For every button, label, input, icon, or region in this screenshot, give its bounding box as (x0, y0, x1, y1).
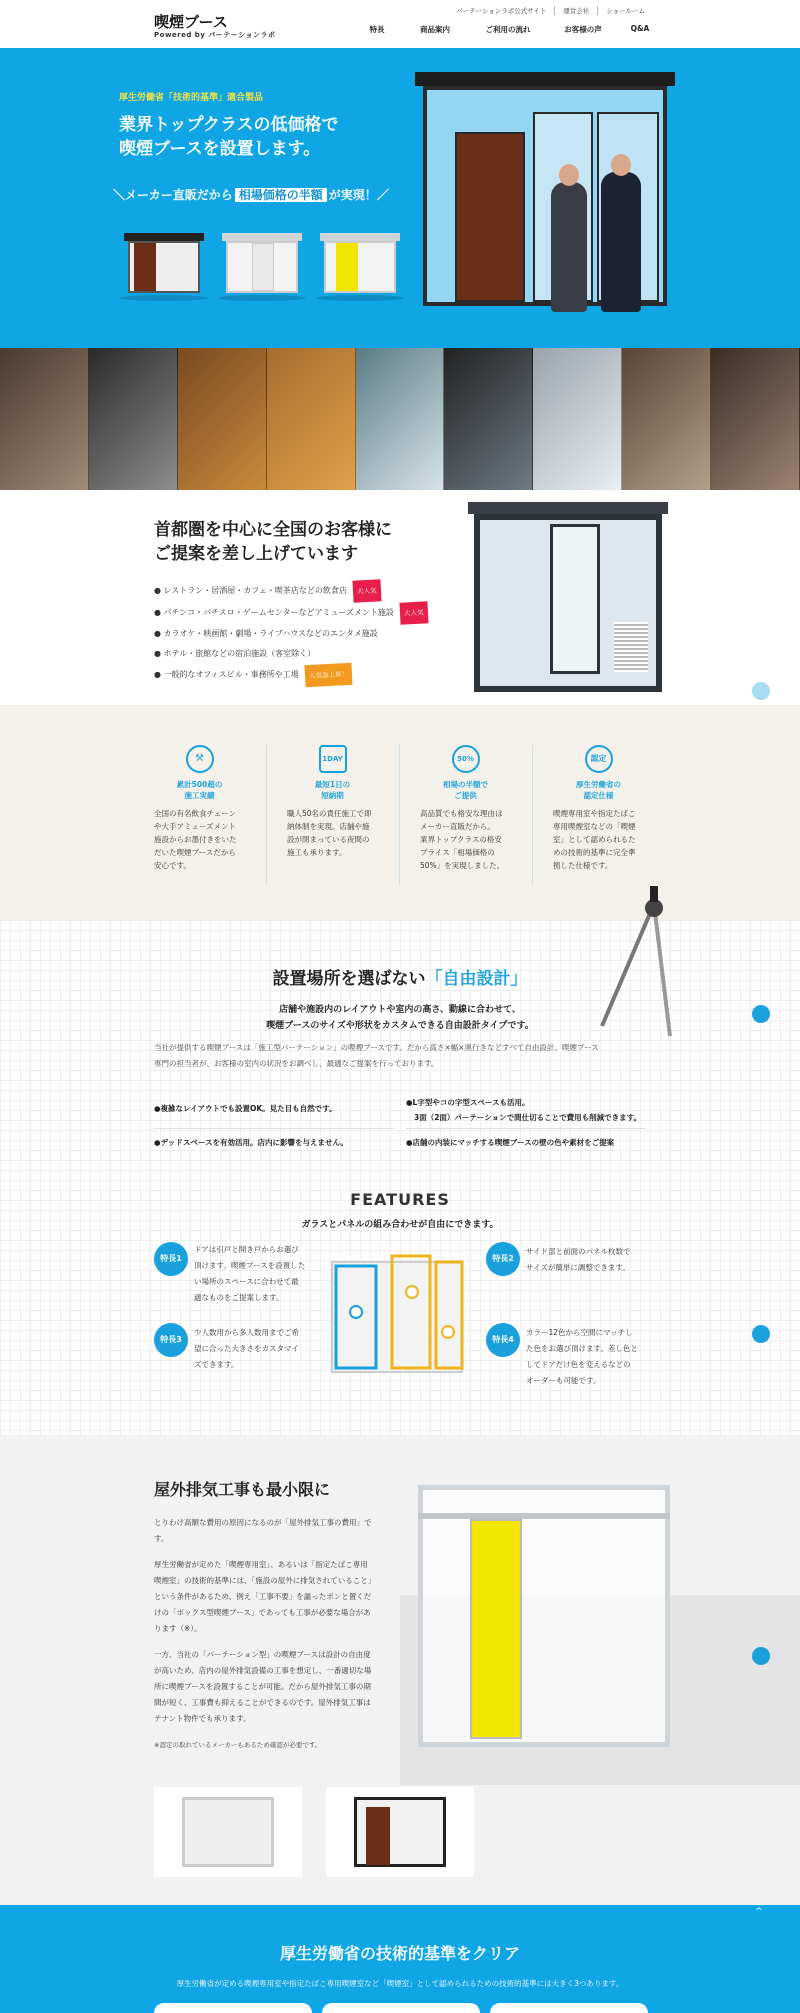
nav-flow[interactable]: ご利用の流れ (485, 25, 531, 34)
point-layout: ●複雑なレイアウトでも設置OK。見た目も自然です。 (154, 1104, 337, 1113)
standard-card-3 (490, 2003, 648, 2013)
booth-thumb-silver (154, 1787, 302, 1877)
photo-4 (267, 348, 356, 490)
merit-title: 最短1日の 短納期 (314, 780, 351, 800)
feature-text-4: カラー12色から空間にマッチし た色をお選び頂けます。差し色と してドアだけ色を変えるなどの オーダーも可能です。 (526, 1328, 638, 1385)
merit-card-price (399, 745, 532, 885)
scroll-indicator-dot[interactable] (752, 1005, 770, 1023)
installation-photo-strip (0, 348, 800, 490)
rising-tag: 人気急上昇！ (304, 663, 352, 687)
photo-5 (356, 348, 445, 490)
hero-subcopy: ＼メーカー直販だから 相場価格の半額 が実現！／ (113, 188, 389, 202)
scroll-indicator-dot[interactable] (752, 682, 770, 700)
merit-card-delivery (266, 745, 399, 885)
popular-tag: 大人気 (352, 579, 381, 602)
features-title: FEATURES (350, 1190, 450, 1209)
merit-text: 職人50名の責任施工で即 納体制を実現。店舗や施 設が閉まっている夜間の 施工も承ります。 (287, 809, 372, 857)
technical-standard-section (0, 1905, 800, 2013)
outdoor-exhaust-section (0, 1435, 800, 1905)
point-l-shape-detail: 3面（2面）パーテーションで間仕切ることで費用も削減できます。 (414, 1113, 642, 1122)
merit-title: 累計500超の 施工実績 (176, 780, 223, 800)
list-item: ● パチンコ・パチスロ・ゲームセンターなどアミューズメント施設 大人気 (154, 602, 427, 624)
photo-8 (622, 348, 711, 490)
nav-products[interactable]: 商品案内 (420, 25, 450, 34)
yellow-door-booth-image (418, 1485, 670, 1745)
customer-type-list (154, 580, 427, 686)
list-item: ● カラオケ・映画館・劇場・ライブハウスなどのエンタメ施設 (154, 629, 378, 638)
feature-badge-3: 特長3 (154, 1323, 188, 1357)
standard-card-1 (154, 2003, 312, 2013)
booth-thumb-white (222, 233, 302, 299)
logo-title[interactable]: 喫煙ブース (154, 13, 228, 31)
dark-booth-image (468, 502, 668, 697)
calendar-icon: 1DAY (319, 745, 347, 773)
feature-text-3: 少人数用から多人数用までご希 望に合った大きさをカスタマイ ズできます。 (194, 1328, 299, 1369)
photo-9 (711, 348, 800, 490)
feature-badge-1: 特長1 (154, 1242, 188, 1276)
outdoor-title: 屋外排気工事も最小限に (154, 1480, 331, 1499)
main-nav (362, 24, 652, 35)
photo-7 (533, 348, 622, 490)
top-links (448, 6, 653, 15)
feature-badge-2: 特長2 (486, 1242, 520, 1276)
technical-standard-sub: 厚生労働省が定める喫煙専用室や指定たばこ専用喫煙室など「喫煙室」として認められるための技術的基準には大きく3つあります。 (176, 1979, 624, 1988)
free-design-section (0, 920, 800, 1435)
technical-standard-title: 厚生労働省の技術的基準をクリア (279, 1944, 520, 1963)
photo-3 (178, 348, 267, 490)
nav-features[interactable]: 特長 (369, 25, 385, 34)
point-interior-match: ●店舗の内装にマッチする喫煙ブースの壁の色や素材をご提案 (406, 1138, 615, 1147)
feature-text-2: サイド部と前面のパネル枚数で サイズが簡単に調整できます。 (526, 1247, 631, 1272)
list-item: ● レストラン・居酒屋・カフェ・喫茶店などの飲食店 大人気 (154, 580, 427, 602)
free-design-body: 当社が提供する喫煙ブースは「施工型パーテーション」の喫煙ブースです。だから高さ×幅×奥行きなどすべて自由設計。喫煙ブース 専門の担当者が、お客様の室内の状況をお調べし、最適なご提案を行っております。 (154, 1043, 599, 1068)
popular-tag: 大人気 (399, 601, 428, 624)
merit-text: 高品質でも格安な理由は メーカー直販だから。 業界トップクラスの格安 プライス「相場価格の 50%」を実現しました。 (420, 809, 505, 870)
point-dead-space: ●デッドスペースを有効活用。店内に影響を与えません。 (154, 1138, 348, 1147)
feature-booth-diagram (322, 1242, 482, 1382)
site-header (0, 0, 800, 48)
scroll-indicator-dot[interactable] (752, 1325, 770, 1343)
feature-text-1: ドアは引戸と開き戸からお選び 頂けます。喫煙ブースを設置した い場所のスペースに合わせて最 適なものをご提案します。 (194, 1245, 306, 1302)
feature-badge-4: 特長4 (486, 1323, 520, 1357)
merit-card-results (133, 745, 266, 885)
tools-icon: ⚒ (186, 745, 214, 773)
photo-6 (444, 348, 533, 490)
standard-card-2 (322, 2003, 480, 2013)
customers-section (0, 490, 800, 705)
list-item: ● 一般的なオフィスビル・事務所や工場 人気急上昇！ (154, 664, 427, 686)
hero-highlight: 相場価格の半額 (235, 188, 327, 202)
back-to-top-button[interactable]: ^ (755, 1907, 763, 1917)
nav-voices[interactable]: お客様の声 (564, 25, 602, 34)
merit-text: 喫煙専用室や指定たばこ 専用喫煙室などの「喫煙 室」として認められるた めの技術的基準に完全準 拠した仕様です。 (553, 809, 636, 870)
merit-text: 全国の有名飲食チェーン や大手アミューズメント 施設からお墨付きをいた だいた喫煙ブースだから 安心です。 (154, 809, 237, 870)
certified-icon: 認定 (585, 745, 613, 773)
free-design-title: 設置場所を選ばない「自由設計」 (272, 969, 528, 989)
customers-title: 首都圏を中心に全国のお客様に ご提案を差し上げています (154, 520, 392, 564)
free-design-lead: 店舗や施設内のレイアウトや室内の高さ、動線に合わせて、 喫煙ブースのサイズや形状をカスタムできる自由設計タイプです。 (266, 1005, 534, 1031)
outdoor-note: ※認定の取れているメーカーもあるため確認が必要です。 (154, 1741, 322, 1749)
divider (154, 1128, 394, 1129)
photo-1 (0, 348, 89, 490)
features-subtitle: ガラスとパネルの組み合わせが自由にできます。 (301, 1220, 499, 1230)
hero-title: 業界トップクラスの低価格で 喫煙ブースを設置します。 (119, 115, 339, 159)
booth-thumb-dark-wood (326, 1787, 474, 1877)
point-l-shape: ●L字型やコの字型スペースも活用。 (406, 1098, 530, 1107)
top-link-showroom[interactable]: ショールーム (597, 6, 653, 15)
half-price-icon: 50% (452, 745, 480, 773)
booth-thumb-yellow (320, 233, 400, 299)
scroll-indicator-dot[interactable] (752, 1647, 770, 1665)
top-link-official[interactable]: パーテーションラボ公式サイト (456, 7, 547, 15)
merit-card-certified (532, 745, 665, 885)
booth-thumb-wood (124, 233, 204, 299)
photo-2 (89, 348, 178, 490)
merit-title: 厚生労働省の 認定仕様 (576, 780, 621, 800)
hero-badge: 厚生労働省「技術的基準」適合製品 (119, 93, 264, 103)
top-link-company[interactable]: 運営会社 (554, 6, 597, 15)
hero-booth-image (415, 72, 675, 317)
hero-section (0, 48, 800, 348)
logo-subtitle: Powered by パーテーションラボ (154, 31, 276, 39)
outdoor-body: とりわけ高額な費用の原因になるのが「屋外排気工事の費用」です。 厚生労働省が定めた「喫煙専用室」、あるいは「指定たばこ専用喫煙室」の技術的基準には、「施設の屋外に排気されていること」という条件があるため、例え「工事不要」を謳ったポンと置くだけの「ボックス型喫煙ブース」であっても工事が必要な場合があります（※）。 一方、当社の「パーテーション型」の喫煙ブースは設計の自由度が高いため、店内の屋外排気設備の工事を想定し、一番適切な場所に喫煙ブースを設置することが可能。だから屋外排気工事の期間が短く、工事費も抑えることができるのです。屋外排気工事はテナント物件でも承ります。 ※認定の取れているメーカーもあるため確認が必要です。 (154, 1515, 374, 1753)
list-item: ● ホテル・旅館などの宿泊施設（客室除く） (154, 649, 316, 658)
divider (406, 1128, 646, 1129)
nav-qa[interactable]: Q&A (630, 24, 650, 33)
merit-title: 相場の半額で ご提供 (443, 780, 488, 800)
